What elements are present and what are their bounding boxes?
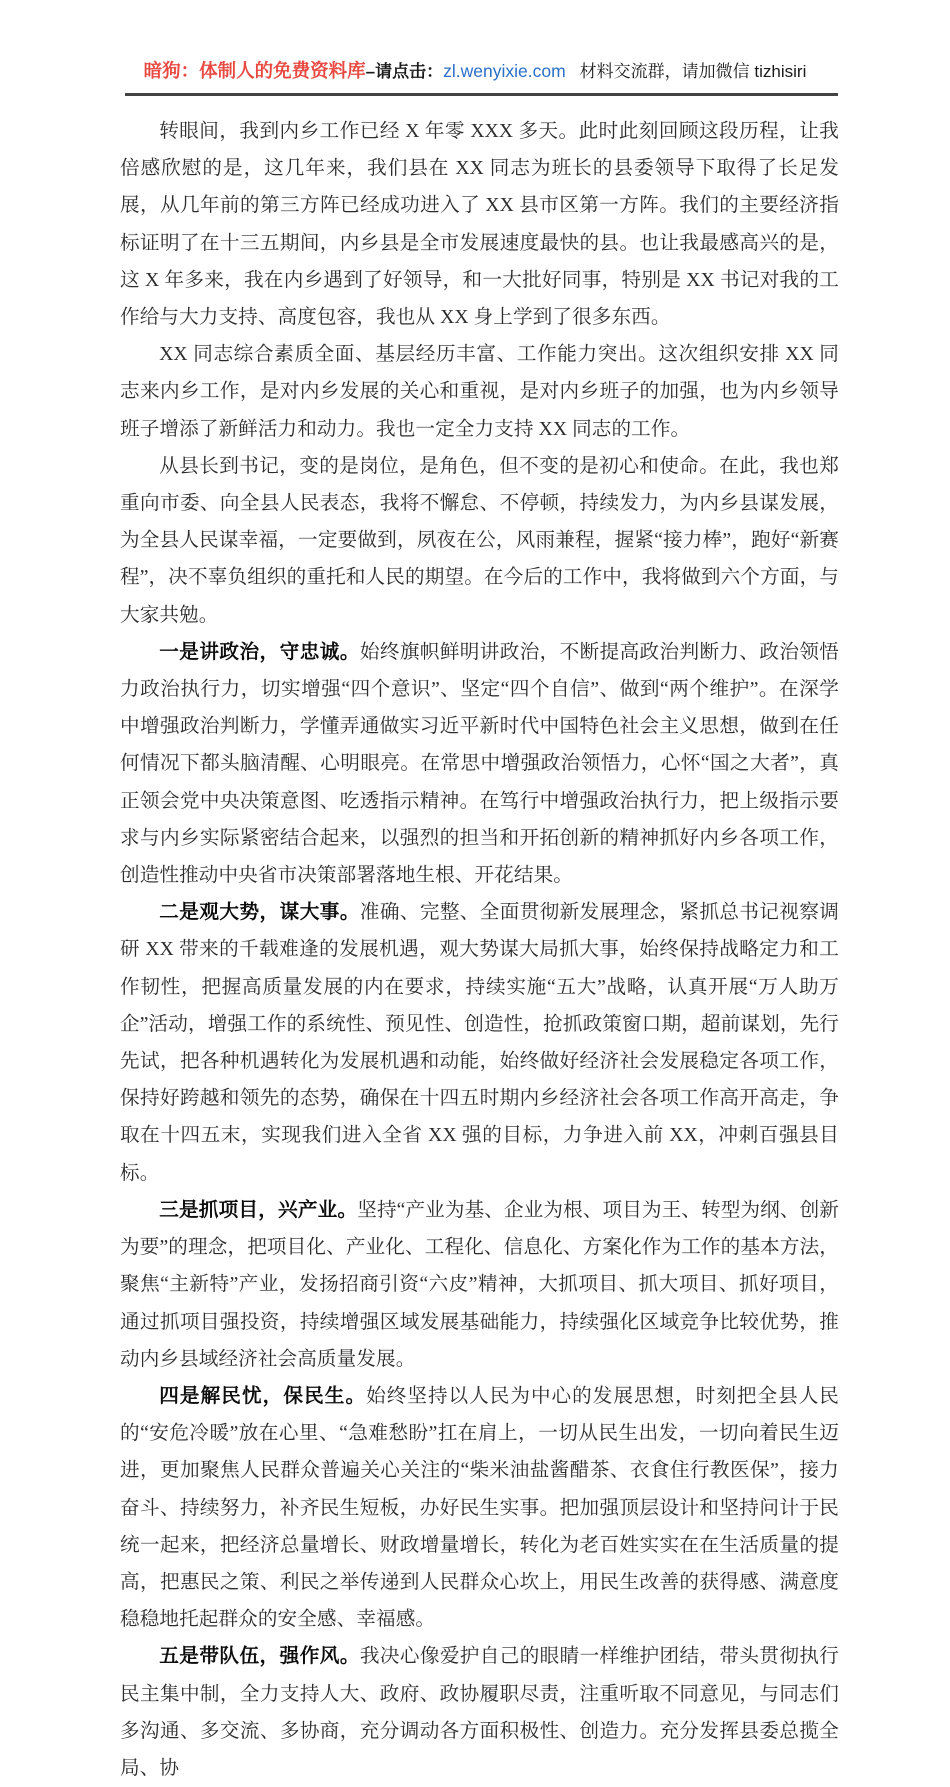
- promo-wechat-text: 材料交流群，请加微信 tizhisiri: [579, 62, 807, 81]
- document-body: [120, 113, 839, 1787]
- paragraph-text: 始终旗帜鲜明讲政治，不断提高政治判断力、政治领悟力政治执行力，切实增强“四个意识”、坚定“四个自信”、做到“两个维护”。在深学中增强政治判断力，学懂弄通做实习近平新时代中国特色社会主义思想，做到在任何情况下都头脑清醒、心明眼亮。在常思中增强政治领悟力，心怀“国之大者”，真正领会党中央决策意图、吃透指示精神。在笃行中增强政治执行力，把上级指示要求与内乡实际紧密结合起来，以强烈的担当和开拓创新的精神抓好内乡各项工作，创造性推动中央省市决策部署落地生根、开花结果。: [120, 641, 839, 887]
- paragraph-text: 始终坚持以人民为中心的发展思想，时刻把全县人民的“安危冷暖”放在心里、“急难愁盼”扛在肩上，一切从民生出发，一切向着民生迈进，更加聚焦人民群众普遍关心关注的“柴米油盐酱醋茶、衣食住行教医保”，接力奋斗、持续努力，补齐民生短板，办好民生实事。把加强顶层设计和坚持问计于民统一起来，把经济总量增长、财政增量增长，转化为老百姓实实在在生活质量的提高，把惠民之策、利民之举传递到人民群众心坎上，用民生改善的获得感、满意度稳稳地托起群众的安全感、幸福感。: [120, 1385, 840, 1631]
- point-heading-3: 三是抓项目，兴产业。: [159, 1198, 358, 1221]
- paragraph-point-1: [120, 634, 839, 894]
- point-heading-4: 四是解民忧，保民生。: [159, 1384, 367, 1407]
- point-heading-2: 二是观大势，谋大事。: [159, 901, 360, 924]
- promo-red-text: 暗狗：体制人的免费资料库: [143, 60, 366, 81]
- promo-site-link[interactable]: zl.wenyixie.com: [443, 61, 566, 81]
- paragraph-text: 从县长到书记，变的是岗位，是角色，但不变的是初心和使命。在此，我也郑重向市委、向全县人民表态，我将不懈怠、不停顿，持续发力，为内乡县谋发展，为全县人民谋幸福，一定要做到，夙夜在公，风雨兼程，握紧“接力棒”，跑好“新赛程”，决不辜负组织的重托和人民的期望。在今后的工作中，我将做到六个方面，与大家共勉。: [120, 455, 839, 626]
- paragraph-point-3: [120, 1192, 839, 1378]
- paragraph-point-2: [120, 894, 839, 1192]
- paragraph-1: [120, 113, 839, 336]
- promo-line: [144, 62, 807, 81]
- paragraph-point-4: [120, 1378, 839, 1638]
- paragraph-text: 转眼间，我到内乡工作已经 X 年零 XXX 多天。此时此刻回顾这段历程，让我倍感欣慰的是，这几年来，我们县在 XX 同志为班长的县委领导下取得了长足发展，从几年前的第三方阵已经成功进入了 XX 县市区第一方阵。我们的主要经济指标证明了在十三五期间，内乡县是全市发展速度最快的县。也让我最感高兴的是，这 X 年多来，我在内乡遇到了好领导，和一大批好同事，特别是 XX 书记对我的工作给与大力支持、高度包容，我也从 XX 身上学到了很多东西。: [120, 121, 839, 329]
- point-heading-1: 一是讲政治，守忠诚。: [159, 640, 360, 663]
- promo-header-banner: [0, 62, 950, 81]
- promo-click-prompt: –请点击：: [365, 62, 444, 81]
- paragraph-3: [120, 448, 839, 634]
- paragraph-text: 坚持“产业为基、企业为根、项目为王、转型为纲、创新为要”的理念，把项目化、产业化、工程化、信息化、方案化作为工作的基本方法，聚焦“主新特”产业，发扬招商引资“六皮”精神，大抓项目、抓大项目、抓好项目，通过抓项目强投资，持续增强区域发展基础能力，持续强化区域竞争比较优势，推动内乡县域经济社会高质量发展。: [120, 1199, 839, 1370]
- paragraph-2: [120, 336, 839, 448]
- point-heading-5: 五是带队伍，强作风。: [159, 1645, 360, 1668]
- header-divider-rule: [125, 93, 838, 96]
- paragraph-text: 我决心像爱护自己的眼睛一样维护团结，带头贯彻执行民主集中制，全力支持人大、政府、政协履职尽责，注重听取不同意见，与同志们多沟通、多交流、多协商，充分调动各方面积极性、创造力。充分发挥县委总揽全局、协: [120, 1646, 839, 1779]
- paragraph-text: XX 同志综合素质全面、基层经历丰富、工作能力突出。这次组织安排 XX 同志来内乡工作，是对内乡发展的关心和重视，是对内乡班子的加强，也为内乡领导班子增添了新鲜活力和动力。我也一定全力支持 XX 同志的工作。: [120, 344, 839, 440]
- paragraph-point-5: [120, 1638, 839, 1787]
- paragraph-text: 准确、完整、全面贯彻新发展理念，紧抓总书记视察调研 XX 带来的千载难逢的发展机遇，观大势谋大局抓大事，始终保持战略定力和工作韧性，把握高质量发展的内在要求，持续实施“五大”战略，认真开展“万人助万企”活动，增强工作的系统性、预见性、创造性，抢抓政策窗口期，超前谋划，先行先试，把各种机遇转化为发展机遇和动能，始终做好经济社会发展稳定各项工作，保持好跨越和领先的态势，确保在十四五时期内乡经济社会各项工作高开高走，争取在十四五末，实现我们进入全省 XX 强的目标，力争进入前 XX，冲刺百强县目标。: [120, 902, 839, 1184]
